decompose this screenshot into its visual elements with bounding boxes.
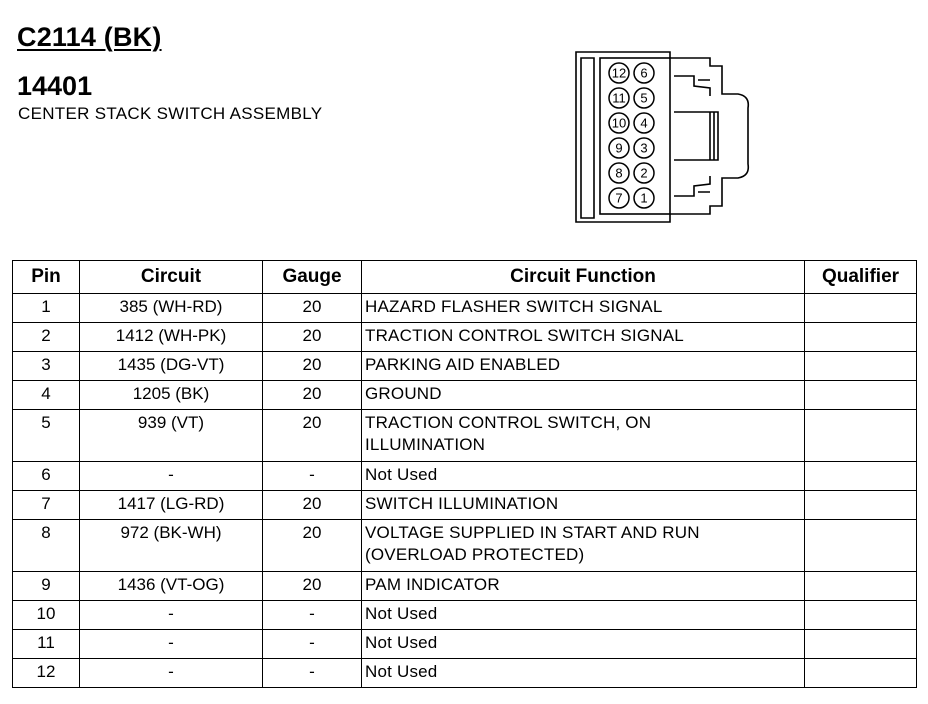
circuit-cell-text: 1205 (BK) bbox=[132, 384, 210, 403]
circuit-cell-text: 1417 (LG-RD) bbox=[117, 494, 225, 513]
pin-number-label: 12 bbox=[611, 65, 627, 81]
pin-cell-text: 9 bbox=[41, 575, 51, 594]
gauge-cell-text: 20 bbox=[302, 494, 322, 513]
pin-number-label: 6 bbox=[640, 65, 648, 81]
pin-cell bbox=[13, 323, 80, 352]
pin-cell bbox=[13, 381, 80, 410]
qualifier-cell bbox=[805, 630, 917, 659]
pin-number-label: 10 bbox=[611, 115, 627, 131]
pin-cell-text: 11 bbox=[37, 633, 55, 652]
circuit-cell-text: - bbox=[168, 633, 174, 652]
gauge-cell bbox=[263, 410, 362, 462]
connector-face-diagram bbox=[570, 46, 755, 226]
function-cell bbox=[362, 352, 805, 381]
function-cell bbox=[362, 462, 805, 491]
table-row bbox=[13, 630, 917, 659]
circuit-cell-text: - bbox=[168, 604, 174, 623]
gauge-cell-text: 20 bbox=[302, 413, 322, 432]
pinout-table bbox=[12, 260, 917, 688]
pin-number-label: 11 bbox=[612, 90, 626, 106]
part-number: 14401 bbox=[17, 71, 93, 101]
function-cell-text: PAM INDICATOR bbox=[365, 575, 500, 594]
function-cell-text: SWITCH ILLUMINATION bbox=[365, 494, 559, 513]
gauge-cell-text: - bbox=[309, 465, 315, 484]
function-cell-text: GROUND bbox=[365, 384, 442, 403]
qualifier-cell bbox=[805, 601, 917, 630]
pin-cell-text: 12 bbox=[36, 662, 56, 681]
gauge-cell-text: - bbox=[309, 633, 315, 652]
function-cell-text: VOLTAGE SUPPLIED IN START AND RUN bbox=[365, 523, 700, 542]
pin-cell-text: 5 bbox=[41, 413, 51, 432]
qualifier-cell bbox=[805, 410, 917, 462]
circuit-cell bbox=[80, 520, 263, 572]
function-cell bbox=[362, 381, 805, 410]
circuit-cell-text: - bbox=[168, 662, 174, 681]
circuit-cell-text: 385 (WH-RD) bbox=[119, 297, 223, 316]
pin-cell-text: 7 bbox=[41, 494, 51, 513]
table-row bbox=[13, 491, 917, 520]
gauge-cell bbox=[263, 381, 362, 410]
gauge-cell bbox=[263, 601, 362, 630]
pin-cell bbox=[13, 491, 80, 520]
table-row bbox=[13, 520, 917, 572]
connector-id: C2114 (BK) bbox=[17, 22, 162, 52]
pin-cell bbox=[13, 601, 80, 630]
table-row bbox=[13, 601, 917, 630]
gauge-cell bbox=[263, 491, 362, 520]
table-header-row bbox=[13, 261, 917, 294]
qualifier-cell bbox=[805, 462, 917, 491]
function-cell-text: HAZARD FLASHER SWITCH SIGNAL bbox=[365, 297, 663, 316]
col-header-pin: Pin bbox=[13, 261, 80, 294]
pin-number-label: 1 bbox=[640, 190, 648, 206]
pin-cell-text: 3 bbox=[41, 355, 51, 374]
left-pin-column bbox=[609, 63, 629, 208]
circuit-cell bbox=[80, 352, 263, 381]
function-cell-text: PARKING AID ENABLED bbox=[365, 355, 561, 374]
qualifier-cell bbox=[805, 659, 917, 688]
table-row bbox=[13, 294, 917, 323]
gauge-cell bbox=[263, 462, 362, 491]
pin-number-label: 5 bbox=[640, 90, 648, 106]
pin-cell bbox=[13, 520, 80, 572]
function-cell bbox=[362, 572, 805, 601]
function-cell bbox=[362, 491, 805, 520]
circuit-cell-text: 972 (BK-WH) bbox=[120, 523, 222, 542]
circuit-cell bbox=[80, 410, 263, 462]
table-row bbox=[13, 381, 917, 410]
qualifier-cell bbox=[805, 352, 917, 381]
gauge-cell bbox=[263, 323, 362, 352]
gauge-cell-text: 20 bbox=[302, 297, 322, 316]
pin-cell bbox=[13, 659, 80, 688]
function-cell-text: TRACTION CONTROL SWITCH SIGNAL bbox=[365, 326, 684, 345]
function-cell-text: Not Used bbox=[365, 604, 438, 623]
pin-number-label: 7 bbox=[615, 190, 623, 206]
gauge-cell-text: - bbox=[309, 604, 315, 623]
table-row bbox=[13, 462, 917, 491]
circuit-cell bbox=[80, 462, 263, 491]
pin-cell-text: 8 bbox=[41, 523, 51, 542]
function-cell-text-line2: (OVERLOAD PROTECTED) bbox=[365, 545, 585, 564]
qualifier-cell bbox=[805, 381, 917, 410]
pin-number-label: 2 bbox=[640, 165, 648, 181]
gauge-cell bbox=[263, 659, 362, 688]
function-cell bbox=[362, 323, 805, 352]
circuit-cell-text: 1435 (DG-VT) bbox=[117, 355, 225, 374]
qualifier-cell bbox=[805, 491, 917, 520]
right-pin-column bbox=[634, 63, 654, 208]
circuit-cell bbox=[80, 601, 263, 630]
circuit-cell bbox=[80, 630, 263, 659]
pin-cell-text: 6 bbox=[41, 465, 51, 484]
function-cell bbox=[362, 410, 805, 462]
circuit-cell bbox=[80, 572, 263, 601]
qualifier-cell bbox=[805, 520, 917, 572]
col-header-circuit: Circuit bbox=[80, 261, 263, 294]
pin-cell-text: 1 bbox=[41, 297, 51, 316]
pin-cell bbox=[13, 352, 80, 381]
pin-cell-text: 2 bbox=[41, 326, 51, 345]
qualifier-cell bbox=[805, 572, 917, 601]
circuit-cell bbox=[80, 294, 263, 323]
function-cell bbox=[362, 659, 805, 688]
gauge-cell-text: 20 bbox=[302, 355, 322, 374]
part-name: CENTER STACK SWITCH ASSEMBLY bbox=[18, 104, 323, 123]
table-row bbox=[13, 410, 917, 462]
function-cell-text: Not Used bbox=[365, 465, 438, 484]
pin-cell-text: 10 bbox=[36, 604, 56, 623]
pin-cell-text: 4 bbox=[41, 384, 51, 403]
circuit-cell bbox=[80, 381, 263, 410]
function-cell bbox=[362, 294, 805, 323]
gauge-cell-text: 20 bbox=[302, 326, 322, 345]
table-row bbox=[13, 659, 917, 688]
circuit-cell bbox=[80, 491, 263, 520]
col-header-gauge: Gauge bbox=[263, 261, 362, 294]
gauge-cell-text: 20 bbox=[302, 575, 322, 594]
connector-title bbox=[17, 22, 162, 53]
function-cell bbox=[362, 601, 805, 630]
table-row bbox=[13, 323, 917, 352]
gauge-cell bbox=[263, 294, 362, 323]
col-header-circuit-function: Circuit Function bbox=[362, 261, 805, 294]
circuit-cell bbox=[80, 659, 263, 688]
col-header-qualifier: Qualifier bbox=[805, 261, 917, 294]
pin-cell bbox=[13, 572, 80, 601]
pin-cell bbox=[13, 410, 80, 462]
circuit-cell-text: 1412 (WH-PK) bbox=[115, 326, 227, 345]
function-cell bbox=[362, 630, 805, 659]
gauge-cell bbox=[263, 352, 362, 381]
gauge-cell-text: - bbox=[309, 662, 315, 681]
gauge-cell bbox=[263, 520, 362, 572]
circuit-cell-text: - bbox=[168, 465, 174, 484]
pin-number-label: 9 bbox=[615, 140, 623, 156]
qualifier-cell bbox=[805, 323, 917, 352]
function-cell-text: TRACTION CONTROL SWITCH, ON bbox=[365, 413, 652, 432]
pin-number-label: 8 bbox=[615, 165, 623, 181]
pin-cell bbox=[13, 630, 80, 659]
circuit-cell-text: 1436 (VT-OG) bbox=[117, 575, 225, 594]
pin-cell bbox=[13, 294, 80, 323]
pin-number-label: 4 bbox=[640, 115, 648, 131]
gauge-cell-text: 20 bbox=[302, 523, 322, 542]
connector-housing bbox=[576, 52, 748, 222]
function-cell-text: Not Used bbox=[365, 633, 438, 652]
circuit-cell bbox=[80, 323, 263, 352]
pin-cavities bbox=[609, 63, 654, 208]
gauge-cell bbox=[263, 630, 362, 659]
pin-cell bbox=[13, 462, 80, 491]
gauge-cell bbox=[263, 572, 362, 601]
qualifier-cell bbox=[805, 294, 917, 323]
gauge-cell-text: 20 bbox=[302, 384, 322, 403]
function-cell bbox=[362, 520, 805, 572]
circuit-cell-text: 939 (VT) bbox=[137, 413, 205, 432]
table-row bbox=[13, 352, 917, 381]
table-row bbox=[13, 572, 917, 601]
function-cell-text: Not Used bbox=[365, 662, 438, 681]
function-cell-text-line2: ILLUMINATION bbox=[365, 435, 486, 454]
pin-number-label: 3 bbox=[640, 140, 648, 156]
